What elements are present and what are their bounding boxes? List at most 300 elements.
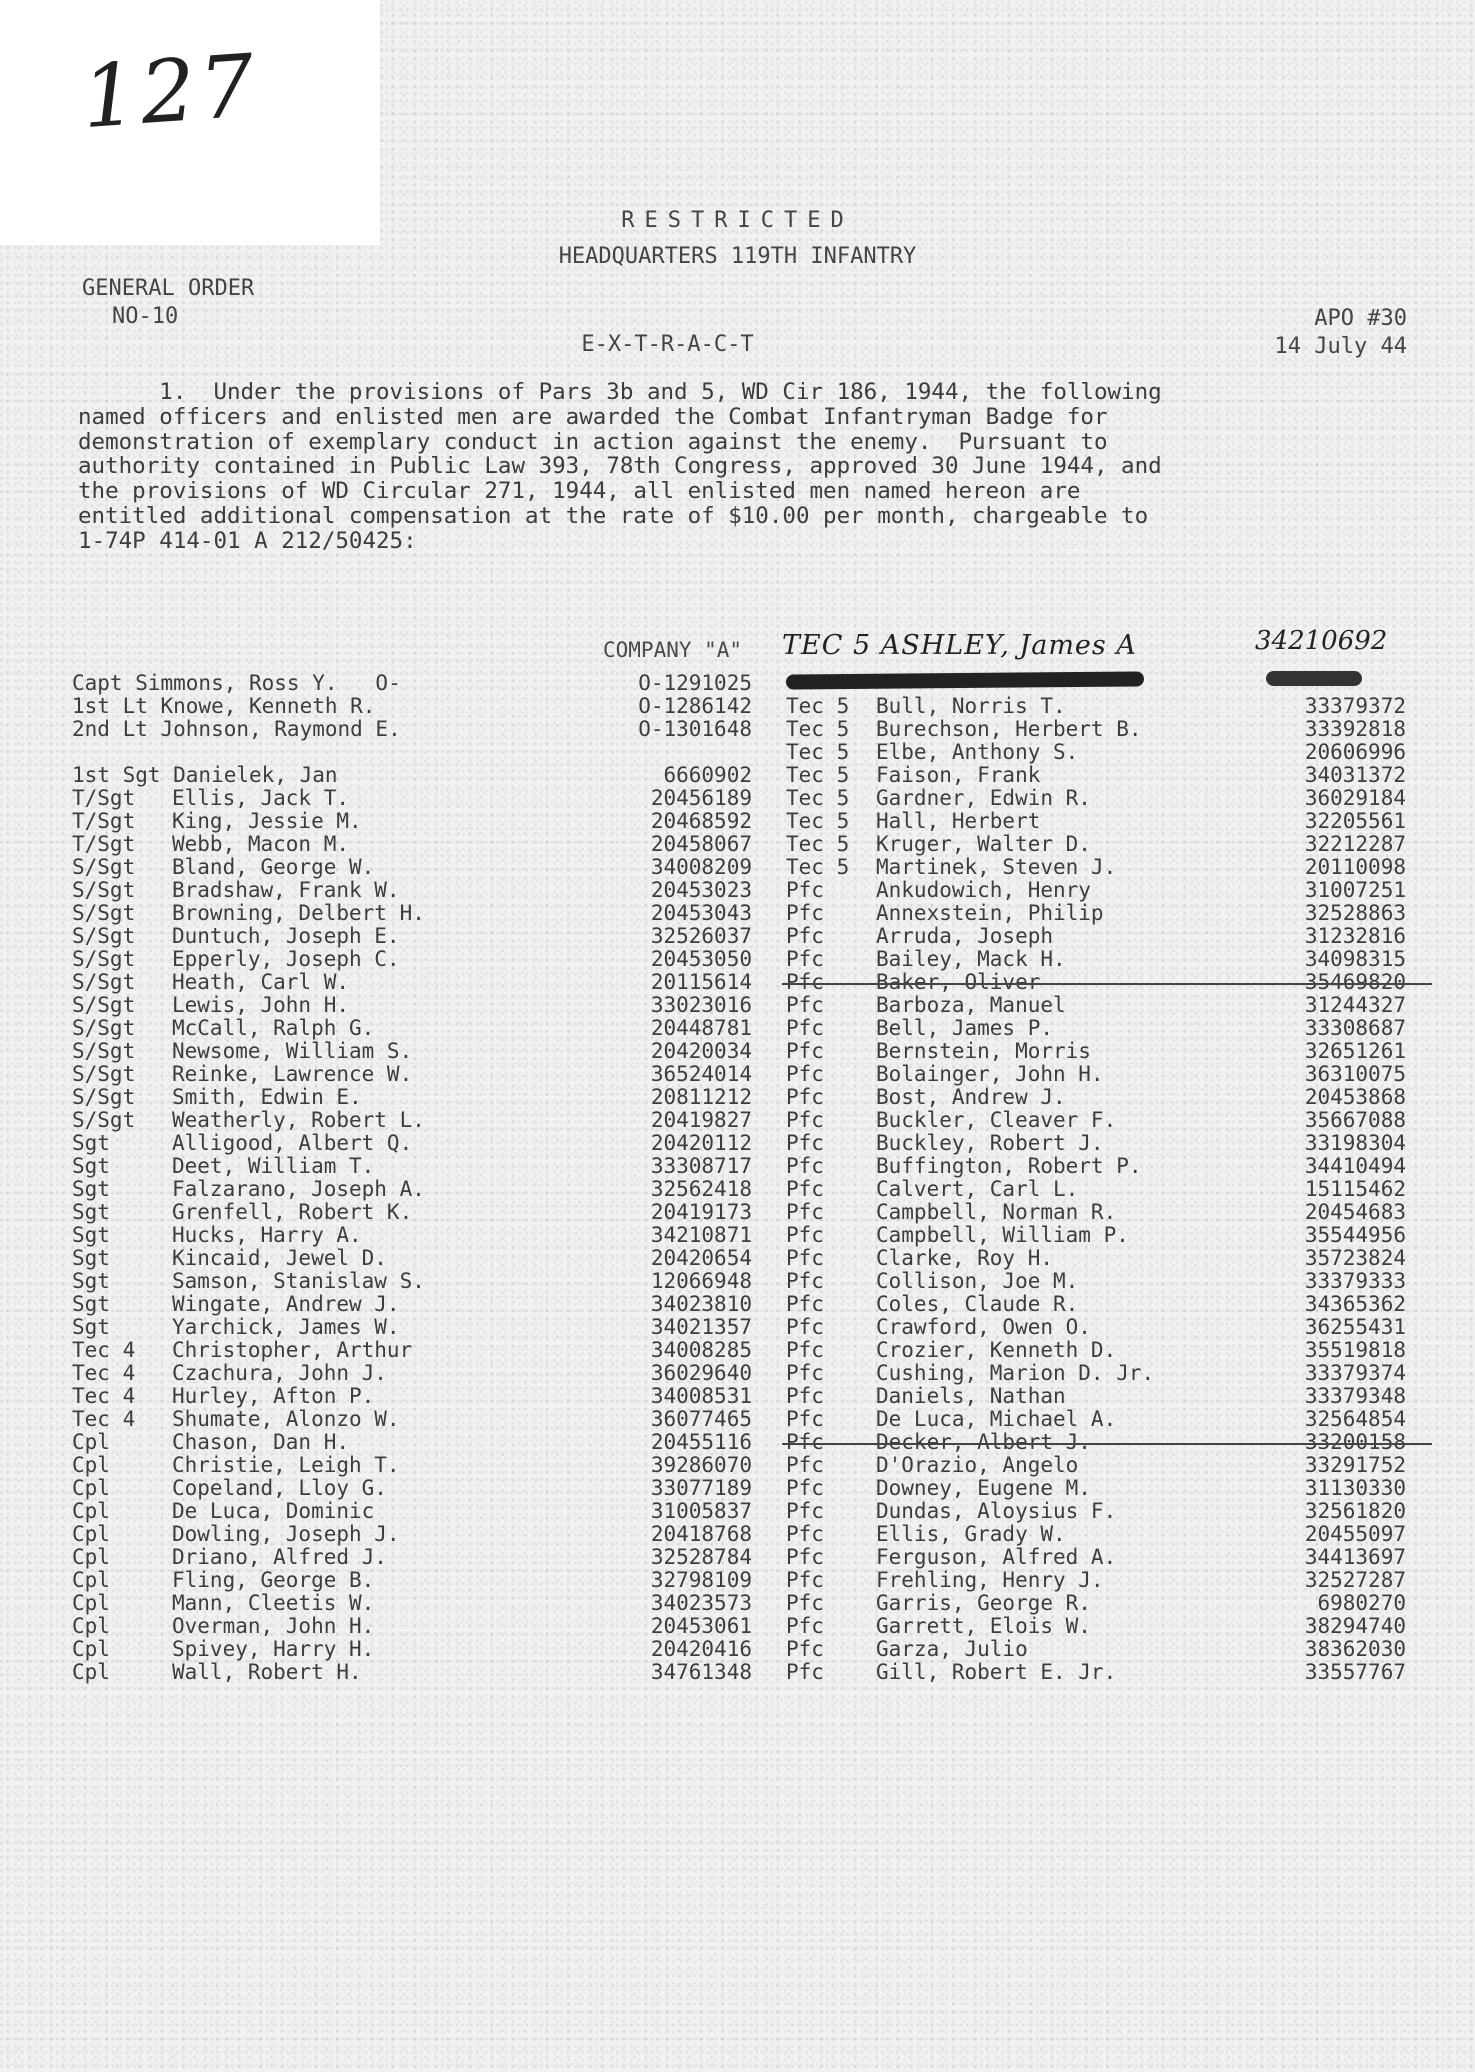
grade: Tec 5: [786, 694, 850, 718]
soldier-name: Bolainger, John H.: [876, 1062, 1104, 1086]
grade: Pfc: [786, 1614, 824, 1638]
grade: Pfc: [786, 1338, 824, 1362]
roster-row: [786, 1178, 1426, 1201]
serial-number: 20115614: [650, 970, 752, 994]
serial-number: 34008285: [650, 1338, 752, 1362]
grade: Pfc: [786, 1016, 824, 1040]
serial-number: 6660902: [663, 763, 752, 787]
serial-number: 35544956: [1304, 1223, 1406, 1247]
order-type: GENERAL ORDER: [82, 276, 255, 301]
soldier-name: Cushing, Marion D. Jr.: [876, 1361, 1155, 1385]
soldier-name: Decker, Albert J.: [876, 1430, 1091, 1454]
company-label: COMPANY "A": [603, 638, 743, 662]
serial-number: 20453043: [650, 901, 752, 925]
paragraph-line: named officers and enlisted men are awarded the Combat Infantryman Badge for: [78, 403, 1108, 430]
roster-row: [786, 1270, 1426, 1293]
rank: T/Sgt: [72, 832, 136, 856]
soldier-name: Bradshaw, Frank W.: [172, 878, 400, 902]
roster-row: [786, 1293, 1426, 1316]
soldier-name: Wingate, Andrew J.: [172, 1292, 400, 1316]
serial-number: 33379374: [1304, 1361, 1406, 1385]
serial-number: 20454683: [1304, 1200, 1406, 1224]
roster-row: [72, 902, 772, 925]
roster-row: [786, 1454, 1426, 1477]
grade: Pfc: [786, 1568, 824, 1592]
roster-row: [786, 948, 1426, 971]
serial-number: 36029640: [650, 1361, 752, 1385]
serial-number: 34023810: [650, 1292, 752, 1316]
roster-row: [786, 1500, 1426, 1523]
roster-row: [786, 695, 1426, 718]
grade: Pfc: [786, 1315, 824, 1339]
serial-number: 12066948: [650, 1269, 752, 1293]
rank: S/Sgt: [72, 855, 136, 879]
roster-row: [786, 1224, 1426, 1247]
rank: S/Sgt: [72, 1085, 136, 1109]
soldier-name: Buckler, Cleaver F.: [876, 1108, 1117, 1132]
serial-number: 20419173: [650, 1200, 752, 1224]
rank: Cpl: [72, 1476, 110, 1500]
soldier-name: Duntuch, Joseph E.: [172, 924, 400, 948]
roster-row: [786, 1661, 1426, 1684]
rank: Cpl: [72, 1568, 110, 1592]
soldier-name: Garris, George R.: [876, 1591, 1091, 1615]
roster-row: [72, 1201, 772, 1224]
soldier-name: 1st Lt Knowe, Kenneth R.: [72, 694, 376, 718]
grade: Pfc: [786, 993, 824, 1017]
serial-number: 32564854: [1304, 1407, 1406, 1431]
soldier-name: 2nd Lt Johnson, Raymond E.: [72, 717, 401, 741]
serial-number: O-1291025: [638, 671, 752, 695]
roster-row: [786, 787, 1426, 810]
soldier-name: Weatherly, Robert L.: [172, 1108, 425, 1132]
soldier-name: D'Orazio, Angelo: [876, 1453, 1079, 1477]
rank: Cpl: [72, 1499, 110, 1523]
roster-row: [786, 1408, 1426, 1431]
roster-row: [786, 810, 1426, 833]
soldier-name: Collison, Joe M.: [876, 1269, 1079, 1293]
roster-row: [786, 1201, 1426, 1224]
rank: Tec 4: [72, 1407, 136, 1431]
roster-row: [72, 1592, 772, 1615]
serial-number: 32561820: [1304, 1499, 1406, 1523]
roster-row: [72, 1523, 772, 1546]
grade: Pfc: [786, 1453, 824, 1477]
serial-number: 20453868: [1304, 1085, 1406, 1109]
rank: S/Sgt: [72, 1108, 136, 1132]
soldier-name: De Luca, Michael A.: [876, 1407, 1117, 1431]
rank: S/Sgt: [72, 1062, 136, 1086]
serial-number: 20455116: [650, 1430, 752, 1454]
soldier-name: Hall, Herbert: [876, 809, 1041, 833]
roster-row: [72, 1454, 772, 1477]
soldier-name: Christopher, Arthur: [172, 1338, 413, 1362]
roster-row: [72, 1063, 772, 1086]
soldier-name: Kruger, Walter D.: [876, 832, 1091, 856]
roster-row: [786, 879, 1426, 902]
serial-number: 32562418: [650, 1177, 752, 1201]
serial-number: 32528784: [650, 1545, 752, 1569]
roster-row: [786, 925, 1426, 948]
rank: Cpl: [72, 1614, 110, 1638]
apo-number: APO #30: [1314, 306, 1407, 331]
rank: Cpl: [72, 1453, 110, 1477]
soldier-name: Burechson, Herbert B.: [876, 717, 1142, 741]
roster-row: [786, 1339, 1426, 1362]
roster-row: [72, 948, 772, 971]
grade: Pfc: [786, 1384, 824, 1408]
roster-row: [72, 787, 772, 810]
rank: Cpl: [72, 1430, 110, 1454]
rank: Sgt: [72, 1177, 110, 1201]
redacted-row: [786, 672, 1426, 695]
serial-number: 34021357: [650, 1315, 752, 1339]
roster-row: [786, 1523, 1426, 1546]
serial-number: 20811212: [650, 1085, 752, 1109]
roster-row: [72, 833, 772, 856]
serial-number: 20453050: [650, 947, 752, 971]
extract-heading: E-X-T-R-A-C-T: [581, 332, 754, 357]
grade: Tec 5: [786, 832, 850, 856]
soldier-name: Hurley, Afton P.: [172, 1384, 375, 1408]
rank: Sgt: [72, 1246, 110, 1270]
serial-number: 32212287: [1304, 832, 1406, 856]
soldier-name: King, Jessie M.: [172, 809, 362, 833]
serial-number: 31130330: [1304, 1476, 1406, 1500]
roster-row: [72, 971, 772, 994]
paragraph-line: 1. Under the provisions of Pars 3b and 5, WD Cir 186, 1944, the following: [78, 379, 1162, 405]
rank: S/Sgt: [72, 924, 136, 948]
serial-number: 38294740: [1304, 1614, 1406, 1638]
serial-number: 33291752: [1304, 1453, 1406, 1477]
roster-row: [786, 1247, 1426, 1270]
rank: S/Sgt: [72, 947, 136, 971]
roster-row: [786, 1638, 1426, 1661]
roster-row: [72, 1385, 772, 1408]
grade: Tec 5: [786, 786, 850, 810]
grade: Pfc: [786, 970, 824, 994]
serial-number: 31232816: [1304, 924, 1406, 948]
soldier-name: Bernstein, Morris: [876, 1039, 1091, 1063]
rank: S/Sgt: [72, 970, 136, 994]
order-paragraph: [78, 380, 1408, 554]
grade: Tec 5: [786, 855, 850, 879]
soldier-name: Heath, Carl W.: [172, 970, 350, 994]
serial-number: 6980270: [1317, 1591, 1406, 1615]
soldier-name: Ellis, Grady W.: [876, 1522, 1066, 1546]
rank: S/Sgt: [72, 878, 136, 902]
soldier-name: Lewis, John H.: [172, 993, 350, 1017]
serial-number: 32526037: [650, 924, 752, 948]
roster-row: [786, 1155, 1426, 1178]
soldier-name: Faison, Frank: [876, 763, 1041, 787]
soldier-name: Bell, James P.: [876, 1016, 1054, 1040]
soldier-name: Crozier, Kenneth D.: [876, 1338, 1117, 1362]
soldier-name: Copeland, Lloy G.: [172, 1476, 387, 1500]
soldier-name: Frehling, Henry J.: [876, 1568, 1104, 1592]
serial-number: 20110098: [1304, 855, 1406, 879]
grade: Pfc: [786, 1154, 824, 1178]
soldier-name: Driano, Alfred J.: [172, 1545, 387, 1569]
roster-row: [72, 1638, 772, 1661]
serial-number: 36524014: [650, 1062, 752, 1086]
soldier-name: Bland, George W.: [172, 855, 375, 879]
grade: Pfc: [786, 1476, 824, 1500]
serial-number: 20453061: [650, 1614, 752, 1638]
grade: Pfc: [786, 1545, 824, 1569]
soldier-name: Baker, Oliver: [876, 970, 1041, 994]
soldier-name: Daniels, Nathan: [876, 1384, 1066, 1408]
paragraph-line: demonstration of exemplary conduct in action against the enemy. Pursuant to: [78, 428, 1108, 455]
roster-row: [72, 1086, 772, 1109]
roster-row: [72, 1500, 772, 1523]
grade: Pfc: [786, 1223, 824, 1247]
serial-number: 33379372: [1304, 694, 1406, 718]
roster-row: [72, 1293, 772, 1316]
serial-number: 34008209: [650, 855, 752, 879]
serial-number: 20468592: [650, 809, 752, 833]
rank: S/Sgt: [72, 901, 136, 925]
serial-number: 36255431: [1304, 1315, 1406, 1339]
grade: Pfc: [786, 878, 824, 902]
roster-row: [786, 1385, 1426, 1408]
serial-number: 34098315: [1304, 947, 1406, 971]
serial-number: 33392818: [1304, 717, 1406, 741]
soldier-name: Dundas, Aloysius F.: [876, 1499, 1117, 1523]
soldier-name: Smith, Edwin E.: [172, 1085, 362, 1109]
roster-row: [786, 856, 1426, 879]
struck-roster-row: [786, 1431, 1426, 1454]
grade: Pfc: [786, 1361, 824, 1385]
roster-row: [72, 1615, 772, 1638]
roster-row: [72, 1270, 772, 1293]
order-date: 14 July 44: [1274, 334, 1407, 359]
grade: Pfc: [786, 1522, 824, 1546]
roster-row: [786, 764, 1426, 787]
roster-row: [786, 1109, 1426, 1132]
rank: S/Sgt: [72, 1039, 136, 1063]
serial-number: 15115462: [1304, 1177, 1406, 1201]
roster-row: [786, 994, 1426, 1017]
grade: Pfc: [786, 1177, 824, 1201]
roster-row: [72, 1362, 772, 1385]
rank: Cpl: [72, 1522, 110, 1546]
roster-row: [786, 1477, 1426, 1500]
serial-number: 35667088: [1304, 1108, 1406, 1132]
grade: Tec 5: [786, 809, 850, 833]
serial-number: 33200158: [1304, 1430, 1406, 1454]
serial-number: 35723824: [1304, 1246, 1406, 1270]
soldier-name: Spivey, Harry H.: [172, 1637, 375, 1661]
serial-number: 34761348: [650, 1660, 752, 1684]
roster-row: [72, 1339, 772, 1362]
serial-number: 20420112: [650, 1131, 752, 1155]
roster-row: [786, 1086, 1426, 1109]
soldier-name: Ankudowich, Henry: [876, 878, 1091, 902]
roster-row: [786, 741, 1426, 764]
serial-number: 34210871: [650, 1223, 752, 1247]
roster-row: [72, 856, 772, 879]
soldier-name: McCall, Ralph G.: [172, 1016, 375, 1040]
soldier-name: Annexstein, Philip: [876, 901, 1104, 925]
soldier-name: Fling, George B.: [172, 1568, 375, 1592]
roster-row: [786, 1546, 1426, 1569]
roster-row: [786, 1063, 1426, 1086]
soldier-name: Overman, John H.: [172, 1614, 375, 1638]
rank: Sgt: [72, 1269, 110, 1293]
serial-number: 34008531: [650, 1384, 752, 1408]
serial-number: 32205561: [1304, 809, 1406, 833]
rank: S/Sgt: [72, 1016, 136, 1040]
roster-row: [72, 879, 772, 902]
grade: Pfc: [786, 947, 824, 971]
paragraph-line: authority contained in Public Law 393, 78th Congress, approved 30 June 1944, and: [78, 453, 1162, 480]
roster-row: [72, 672, 772, 695]
soldier-name: Garrett, Elois W.: [876, 1614, 1091, 1638]
soldier-name: Bost, Andrew J.: [876, 1085, 1066, 1109]
rank: Cpl: [72, 1660, 110, 1684]
serial-number: 31007251: [1304, 878, 1406, 902]
roster-row: [72, 1224, 772, 1247]
soldier-name: Newsome, William S.: [172, 1039, 413, 1063]
grade: Pfc: [786, 1246, 824, 1270]
serial-number: 20420034: [650, 1039, 752, 1063]
roster-row: [72, 741, 772, 787]
roster-row: [72, 925, 772, 948]
grade: Pfc: [786, 924, 824, 948]
roster-row: [72, 1477, 772, 1500]
serial-number: 20453023: [650, 878, 752, 902]
roster-row: [786, 1569, 1426, 1592]
soldier-name: Chason, Dan H.: [172, 1430, 350, 1454]
grade: Tec 5: [786, 763, 850, 787]
soldier-name: Hucks, Harry A.: [172, 1223, 362, 1247]
serial-number: 35519818: [1304, 1338, 1406, 1362]
serial-number: 20418768: [650, 1522, 752, 1546]
grade: Pfc: [786, 1407, 824, 1431]
grade: Pfc: [786, 1085, 824, 1109]
grade: Tec 5: [786, 717, 850, 741]
soldier-name: Calvert, Carl L.: [876, 1177, 1079, 1201]
rank: Cpl: [72, 1637, 110, 1661]
serial-number: 20448781: [650, 1016, 752, 1040]
soldier-name: Webb, Macon M.: [172, 832, 350, 856]
soldier-name: Wall, Robert H.: [172, 1660, 362, 1684]
roster-row: [72, 1661, 772, 1684]
serial-number: 34031372: [1304, 763, 1406, 787]
serial-number: 36310075: [1304, 1062, 1406, 1086]
handwritten-entry: TEC 5 ASHLEY, James A: [782, 630, 1137, 661]
roster-row: [72, 1247, 772, 1270]
rank: Sgt: [72, 1223, 110, 1247]
soldier-name: Ellis, Jack T.: [172, 786, 350, 810]
rank: Sgt: [72, 1315, 110, 1339]
soldier-name: Arruda, Joseph: [876, 924, 1054, 948]
soldier-name: Campbell, Norman R.: [876, 1200, 1117, 1224]
grade: Pfc: [786, 1292, 824, 1316]
soldier-name: Garza, Julio: [876, 1637, 1028, 1661]
serial-number: 39286070: [650, 1453, 752, 1477]
rank: Tec 4: [72, 1361, 136, 1385]
soldier-name: Coles, Claude R.: [876, 1292, 1079, 1316]
soldier-name: Kincaid, Jewel D.: [172, 1246, 387, 1270]
roster-right-column: [786, 672, 1426, 1684]
serial-number: 20419827: [650, 1108, 752, 1132]
rank: Tec 4: [72, 1338, 136, 1362]
soldier-name: Buckley, Robert J.: [876, 1131, 1104, 1155]
grade: Pfc: [786, 1269, 824, 1293]
rank: Sgt: [72, 1131, 110, 1155]
soldier-name: Campbell, William P.: [876, 1223, 1129, 1247]
soldier-name: Epperly, Joseph C.: [172, 947, 400, 971]
roster-row: [72, 1109, 772, 1132]
grade: Pfc: [786, 901, 824, 925]
grade: Pfc: [786, 1430, 824, 1454]
serial-number: 20458067: [650, 832, 752, 856]
classification-heading: RESTRICTED: [621, 208, 854, 233]
roster-row: [72, 1569, 772, 1592]
soldier-name: Bailey, Mack H.: [876, 947, 1066, 971]
paragraph-line: entitled additional compensation at the rate of $10.00 per month, chargeable to: [78, 502, 1149, 529]
soldier-name: Elbe, Anthony S.: [876, 740, 1079, 764]
roster-row: [786, 1132, 1426, 1155]
roster-row: [72, 1017, 772, 1040]
serial-number: 20420416: [650, 1637, 752, 1661]
grade: Pfc: [786, 1499, 824, 1523]
grade: Tec 5: [786, 740, 850, 764]
roster-row: [786, 833, 1426, 856]
soldier-name: Clarke, Roy H.: [876, 1246, 1054, 1270]
serial-number: 33308687: [1304, 1016, 1406, 1040]
roster-row: [786, 718, 1426, 741]
roster-row: [72, 1178, 772, 1201]
roster-row: [72, 1040, 772, 1063]
serial-number: O-1301648: [638, 717, 752, 741]
serial-number: 33379348: [1304, 1384, 1406, 1408]
roster-row: [72, 695, 772, 718]
soldier-name: Crawford, Owen O.: [876, 1315, 1091, 1339]
roster-row: [72, 1408, 772, 1431]
soldier-name: Bull, Norris T.: [876, 694, 1066, 718]
soldier-name: Reinke, Lawrence W.: [172, 1062, 413, 1086]
soldier-name: Alligood, Albert Q.: [172, 1131, 413, 1155]
serial-number: O-1286142: [638, 694, 752, 718]
handwritten-page-number: 127: [78, 35, 262, 149]
serial-number: 32528863: [1304, 901, 1406, 925]
roster-row: [72, 810, 772, 833]
soldier-name: Ferguson, Alfred A.: [876, 1545, 1117, 1569]
handwritten-serial: 34210692: [1255, 626, 1388, 656]
grade: Pfc: [786, 1108, 824, 1132]
soldier-name: Grenfell, Robert K.: [172, 1200, 413, 1224]
roster-row: [786, 1592, 1426, 1615]
soldier-name: Capt Simmons, Ross Y. O-: [72, 671, 401, 695]
rank: S/Sgt: [72, 993, 136, 1017]
soldier-name: Falzarano, Joseph A.: [172, 1177, 425, 1201]
roster-row: [786, 1615, 1426, 1638]
serial-number: 32798109: [650, 1568, 752, 1592]
roster-row: [72, 994, 772, 1017]
rank: Cpl: [72, 1545, 110, 1569]
serial-number: 33077189: [650, 1476, 752, 1500]
serial-number: 34413697: [1304, 1545, 1406, 1569]
grade: Pfc: [786, 1062, 824, 1086]
serial-number: 31005837: [650, 1499, 752, 1523]
roster-row: [72, 718, 772, 741]
roster-row: [786, 1017, 1426, 1040]
serial-number: 34365362: [1304, 1292, 1406, 1316]
soldier-name: Shumate, Alonzo W.: [172, 1407, 400, 1431]
